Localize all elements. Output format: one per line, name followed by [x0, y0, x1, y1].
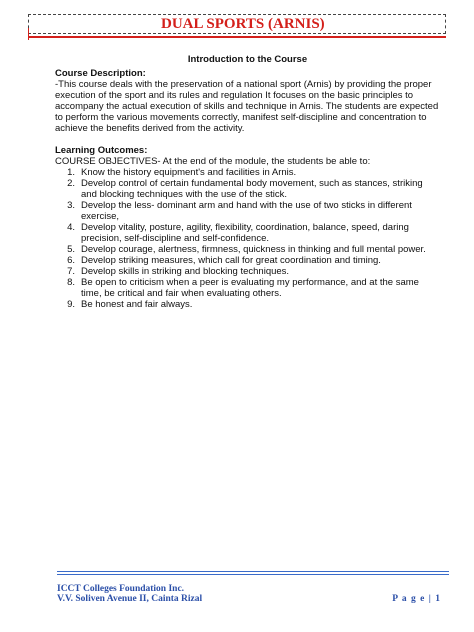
intro-heading: Introduction to the Course [187, 54, 308, 65]
list-item [55, 167, 440, 178]
list-item-text: Develop striking measures, which call for great coordination and timing. [81, 255, 381, 266]
objectives-list [55, 167, 440, 310]
list-item-number: 7. [67, 266, 75, 277]
course-description-heading: Course Description: [55, 68, 146, 79]
list-item-number: 9. [67, 299, 75, 310]
list-item [55, 200, 440, 222]
list-item-text: Develop the less- dominant arm and hand with the use of two sticks in different exercise, [81, 200, 412, 222]
footer-rule-secondary [57, 574, 449, 575]
footer-rule [57, 571, 449, 572]
list-item [55, 178, 440, 200]
list-item-text: Develop vitality, posture, agility, flexibility, coordination, balance, speed, daring precision, self-discipline and self-confidence. [81, 222, 409, 244]
list-item-number: 3. [67, 200, 75, 211]
list-item [55, 299, 440, 310]
list-item [55, 277, 440, 299]
spacer [55, 134, 440, 145]
list-item-number: 1. [67, 167, 75, 178]
document-body [55, 54, 440, 310]
list-item [55, 222, 440, 244]
list-item-text: Develop courage, alertness, firmness, quickness in thinking and full mental power. [81, 244, 426, 255]
list-item-text: Know the history equipment's and facilities in Arnis. [81, 167, 297, 178]
header-underline [28, 36, 446, 38]
list-item-number: 4. [67, 222, 75, 233]
list-item-number: 8. [67, 277, 75, 288]
document-title: DUAL SPORTS (ARNIS) [161, 16, 325, 32]
header-box [28, 14, 446, 34]
list-item-text: Develop control of certain fundamental body movement, such as stances, striking and blocking techniques with the use of the stick. [81, 178, 423, 200]
list-item [55, 244, 440, 255]
list-item-text: Be honest and fair always. [81, 299, 193, 310]
footer-organization: ICCT Colleges Foundation Inc. [57, 584, 185, 594]
list-item-number: 6. [67, 255, 75, 266]
list-item-number: 5. [67, 244, 75, 255]
footer-address: V.V. Soliven Avenue II, Cainta Rizal [57, 594, 203, 604]
list-item-text: Be open to criticism when a peer is evaluating my performance, and at the same time, be critical and fair when evaluating others. [81, 277, 419, 299]
header-tick [28, 28, 29, 40]
course-objectives-lead: COURSE OBJECTIVES- At the end of the module, the students be able to: [55, 156, 371, 167]
list-item-number: 2. [67, 178, 75, 189]
list-item [55, 266, 440, 277]
learning-outcomes-heading: Learning Outcomes: [55, 145, 148, 156]
list-item [55, 255, 440, 266]
course-description-text: -This course deals with the preservation of a national sport (Arnis) by providing the proper execution of the sport and its rules and regulation It focuses on the basic principles to accompany the actual execution of skills and technique in Arnis. The students are expected to perform the various movements correctly, manifest self-discipline and concentration to achieve the benefits derived from the activity. [55, 79, 439, 134]
page-number: P a g e | 1 [392, 594, 441, 604]
list-item-text: Develop skills in striking and blocking techniques. [81, 266, 290, 277]
